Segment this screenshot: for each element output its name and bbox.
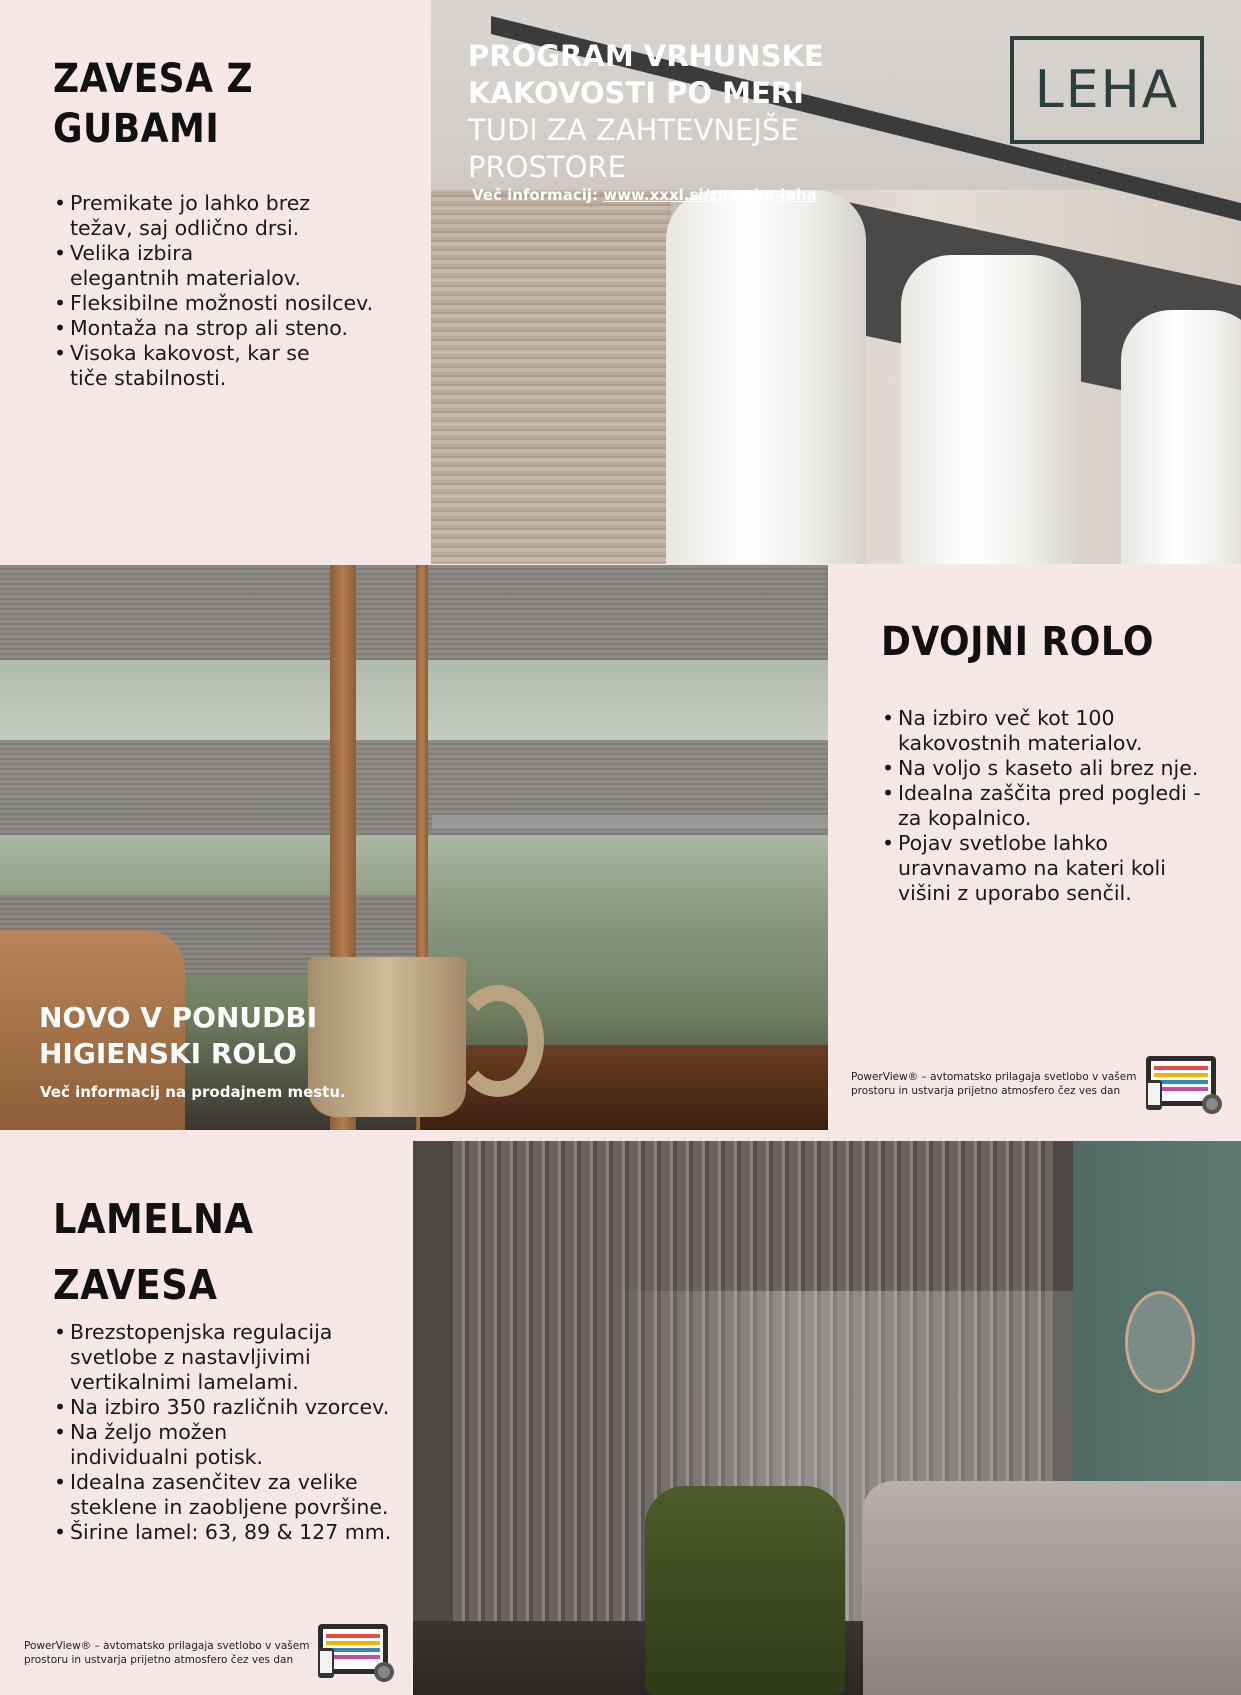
list-item: • Na izbiro več kot 100 kakovostnih materialov. bbox=[898, 706, 1241, 756]
list-item: • Na željo možen individualni potisk. bbox=[70, 1420, 450, 1470]
dvojni-title: DVOJNI ROLO bbox=[881, 619, 1154, 665]
list-item: • Velika izbira elegantnih materialov. bbox=[70, 241, 440, 291]
program-line3: TUDI ZA ZAHTEVNEJŠE bbox=[468, 113, 799, 147]
program-line2: KAKOVOSTI PO MERI bbox=[468, 76, 804, 110]
list-item: • Na voljo s kaseto ali brez nje. bbox=[898, 756, 1241, 781]
gubami-title-line1: ZAVESA Z bbox=[53, 56, 254, 102]
lamelna-panel bbox=[0, 1130, 413, 1695]
list-item: • Fleksibilne možnosti nosilcev. bbox=[70, 291, 440, 316]
dvojni-feature-list bbox=[882, 706, 1241, 906]
tablet-phone-remote-icon bbox=[316, 1620, 396, 1686]
program-line1: PROGRAM VRHUNSKE bbox=[468, 39, 824, 73]
lamelna-title-line2: ZAVESA bbox=[53, 1261, 218, 1309]
novo-line1: NOVO V PONUDBI bbox=[39, 1001, 318, 1034]
list-item: • Brezstopenjska regulacija svetlobe z nastavljivimi vertikalnimi lamelami. bbox=[70, 1320, 450, 1395]
gubami-panel bbox=[0, 0, 431, 564]
lamelna-title-line1: LAMELNA bbox=[53, 1195, 254, 1243]
list-item: • Premikate jo lahko brez težav, saj odlično drsi. bbox=[70, 191, 440, 241]
gubami-feature-list bbox=[54, 191, 440, 391]
dvojni-panel bbox=[828, 565, 1241, 1130]
vertical-blind-photo bbox=[413, 1141, 1241, 1695]
list-item: • Visoka kakovost, kar se tiče stabilnosti. bbox=[70, 341, 440, 391]
program-heading bbox=[468, 38, 824, 186]
lamelna-feature-list bbox=[54, 1320, 450, 1545]
lamelna-powerview-note: PowerView® – avtomatsko prilagaja svetlobo v vašem prostoru in ustvarja prijetno atmosfero čez ves dan bbox=[24, 1640, 310, 1666]
dvojni-powerview-note: PowerView® – avtomatsko prilagaja svetlobo v vašem prostoru in ustvarja prijetno atmosfero čez ves dan bbox=[851, 1071, 1137, 1097]
tablet-phone-remote-icon bbox=[1144, 1052, 1224, 1118]
list-item: • Idealna zaščita pred pogledi - za kopalnico. bbox=[898, 781, 1241, 831]
program-line4: PROSTORE bbox=[468, 150, 626, 184]
leha-logo bbox=[1010, 36, 1204, 144]
novo-heading bbox=[39, 1000, 317, 1072]
gubami-title bbox=[53, 54, 253, 154]
program-info-label: Več informacij: bbox=[472, 186, 599, 204]
program-info bbox=[472, 186, 817, 204]
list-item: • Pojav svetlobe lahko uravnavamo na kateri koli višini z uporabo senčil. bbox=[898, 831, 1241, 906]
program-info-link[interactable]: www.xxxl.si/znamka-leha bbox=[603, 186, 817, 204]
list-item: • Montaža na strop ali steno. bbox=[70, 316, 440, 341]
list-item: • Idealna zasenčitev za velike steklene in zaobljene površine. bbox=[70, 1470, 450, 1520]
novo-info: Več informacij na prodajnem mestu. bbox=[40, 1083, 346, 1101]
list-item: • Na izbiro 350 različnih vzorcev. bbox=[70, 1395, 450, 1420]
lamelna-title bbox=[53, 1186, 253, 1318]
gubami-title-line2: GUBAMI bbox=[53, 106, 220, 152]
novo-line2: HIGIENSKI ROLO bbox=[39, 1037, 297, 1070]
list-item: • Širine lamel: 63, 89 & 127 mm. bbox=[70, 1520, 450, 1545]
leha-logo-text: LEHA bbox=[1034, 60, 1180, 120]
